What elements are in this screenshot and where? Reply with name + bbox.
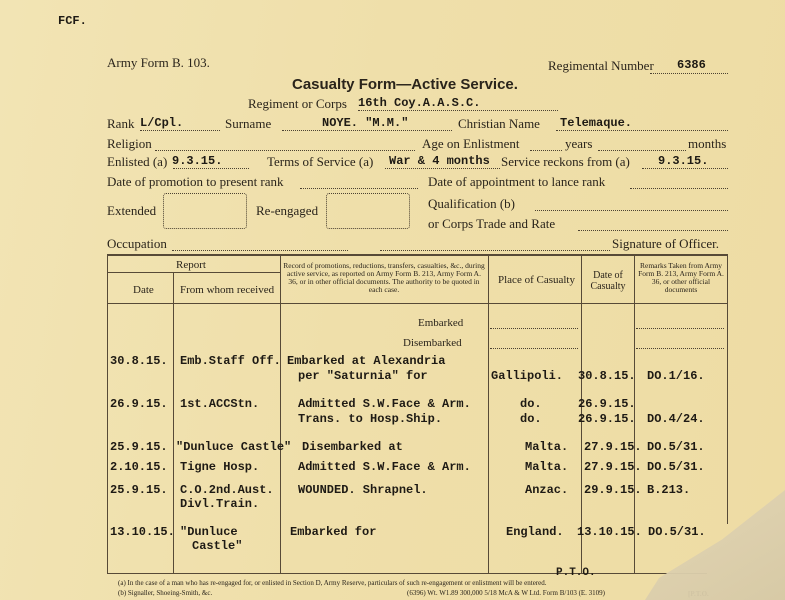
enlisted-value: 9.3.15. [172, 154, 223, 168]
surname-value: NOYE. "M.M." [322, 116, 409, 130]
row6-record: Embarked for [290, 525, 377, 539]
row4-place: Malta. [525, 460, 569, 474]
row2-casualty-date: 26.9.15. [578, 397, 636, 411]
row5-remarks: B.213. [647, 483, 691, 497]
row6-from: "Dunluce [180, 525, 238, 539]
row5-casualty-date: 29.9.15. [584, 483, 642, 497]
corps-trade-label: or Corps Trade and Rate [428, 216, 556, 231]
terms-value: War & 4 months [389, 154, 490, 168]
row1-from: Emb.Staff Off. [180, 354, 281, 368]
extended-box [163, 193, 247, 229]
rank-value: L/Cpl. [140, 116, 184, 130]
row2-place: do. [520, 397, 542, 411]
row4-casualty-date: 27.9.15. [584, 460, 642, 474]
row1-place: Gallipoli. [491, 369, 564, 383]
col-from: From whom received [180, 284, 275, 296]
row1-record2: per "Saturnia" for [298, 369, 428, 383]
row5-place: Anzac. [525, 483, 569, 497]
reengaged-box [326, 193, 410, 229]
row5-from2: Divl.Train. [180, 497, 260, 511]
surname-label: Surname [225, 116, 272, 131]
occupation-label: Occupation [107, 236, 167, 251]
embarked-label: Embarked [418, 317, 464, 329]
row5-record: WOUNDED. Shrapnel. [298, 483, 428, 497]
row4-record: Admitted S.W.Face & Arm. [298, 460, 471, 474]
reckons-value: 9.3.15. [658, 154, 709, 168]
terms-label: Terms of Service (a) [267, 154, 374, 169]
folded-corner [645, 490, 785, 600]
christian-name-label: Christian Name [458, 116, 540, 131]
signature-label: Signature of Officer. [612, 236, 719, 251]
lance-rank-label: Date of appointment to lance rank [428, 174, 606, 189]
months-label: months [688, 136, 727, 151]
row3-remarks: DO.5/31. [647, 440, 705, 454]
page-title: Casualty Form—Active Service. [292, 76, 518, 93]
row2-casualty-date2: 26.9.15. [578, 412, 636, 426]
note-a: (a) In the case of a man who has re-engaged for, or enlisted in Section D, Army Reserve, particulars of such re-engagement or enlistment will be entered. [118, 579, 547, 587]
col-remarks: Remarks Taken from Army Form B. 213, Army Form A. 36, or other official documents [638, 261, 724, 294]
col-record: Record of promotions, reductions, transfers, casualties, &c., during active service, as reported on Army Form B. 213, Army Form A. 36, or in other official documents. The authority to be quoted in each case. [283, 261, 485, 294]
row6-remarks: DO.5/31. [648, 525, 706, 539]
row2-from: 1st.ACCStn. [180, 397, 260, 411]
row1-date: 30.8.15. [110, 354, 168, 368]
row3-record: Disembarked at [302, 440, 403, 454]
regimental-number: 6386 [677, 58, 706, 72]
row3-from: "Dunluce Castle" [176, 440, 292, 454]
form-id: Army Form B. 103. [107, 55, 210, 70]
row1-casualty-date: 30.8.15. [578, 369, 636, 383]
row3-place: Malta. [525, 440, 569, 454]
pto-mid: P.T.O. [556, 567, 596, 579]
enlisted-label: Enlisted (a) [107, 154, 168, 169]
corner-mark: FCF. [58, 14, 87, 28]
row4-from: Tigne Hosp. [180, 460, 260, 474]
row2-place2: do. [520, 412, 542, 426]
years-label: years [565, 136, 593, 151]
col-casualty-date: Date of Casualty [590, 270, 626, 292]
age-label: Age on Enlistment [422, 136, 520, 151]
row1-remarks: DO.1/16. [647, 369, 705, 383]
row3-casualty-date: 27.9.15. [584, 440, 642, 454]
disembarked-label: Disembarked [403, 337, 462, 349]
row5-from: C.O.2nd.Aust. [180, 483, 274, 497]
row6-from2: Castle" [192, 539, 243, 553]
qualification-label: Qualification (b) [428, 196, 515, 211]
christian-name-value: Telemaque. [560, 116, 633, 130]
promotion-label: Date of promotion to present rank [107, 174, 284, 189]
reckons-label: Service reckons from (a) [501, 154, 630, 169]
regiment-value: 16th Coy.A.A.S.C. [358, 96, 481, 110]
row2-record: Admitted S.W.Face & Arm. [298, 397, 471, 411]
regiment-label: Regiment or Corps [248, 96, 347, 111]
row1-record: Embarked at Alexandria [287, 354, 446, 368]
regimental-number-label: Regimental Number [548, 58, 654, 73]
religion-label: Religion [107, 136, 152, 151]
row2-date: 26.9.15. [110, 397, 168, 411]
row3-date: 25.9.15. [110, 440, 168, 454]
row6-casualty-date: 13.10.15. [577, 525, 642, 539]
row4-date: 2.10.15. [110, 460, 168, 474]
rank-label: Rank [107, 116, 135, 131]
row5-date: 25.9.15. [110, 483, 168, 497]
row6-date: 13.10.15. [110, 525, 175, 539]
col-place: Place of Casualty [498, 274, 575, 286]
note-b: (b) Signaller, Shoeing-Smith, &c. [118, 589, 213, 597]
col-date: Date [133, 284, 154, 296]
reengaged-label: Re-engaged [256, 203, 319, 218]
row6-place: England. [506, 525, 564, 539]
row4-remarks: DO.5/31. [647, 460, 705, 474]
row2-record2: Trans. to Hosp.Ship. [298, 412, 443, 426]
report-header: Report [176, 259, 206, 271]
printer-line: (6396) Wt. W1.89 300,000 5/18 McA & W Ltd. Form B/103 (E. 3109) [407, 589, 606, 597]
extended-label: Extended [107, 203, 157, 218]
row2-remarks: DO.4/24. [647, 412, 705, 426]
